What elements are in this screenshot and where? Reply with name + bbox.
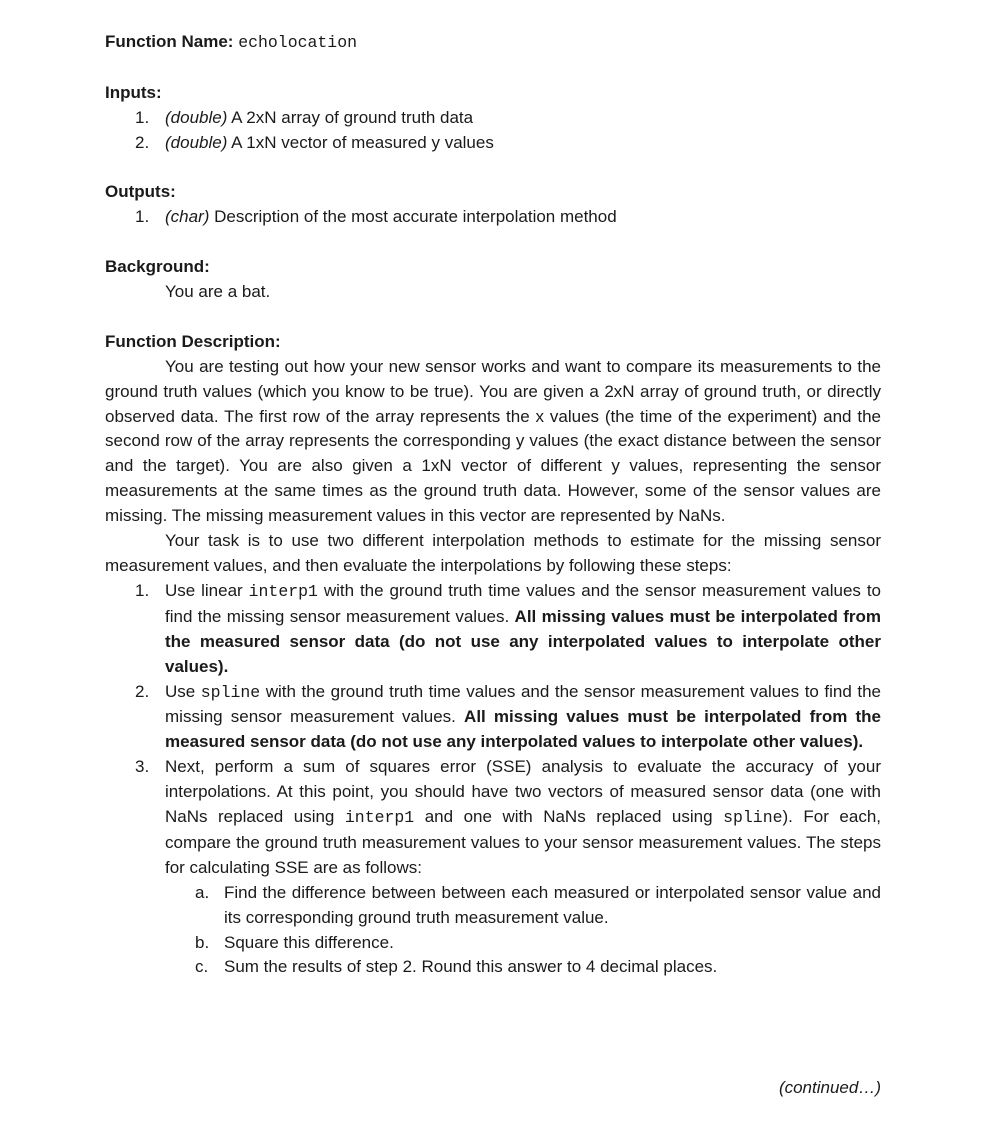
input-type: (double) <box>165 132 228 152</box>
code-snippet: interp1 <box>248 581 318 601</box>
input-text: A 2xN array of ground truth data <box>227 107 474 127</box>
step-item <box>105 755 881 980</box>
input-item <box>105 131 881 156</box>
list-number: 1. <box>135 580 150 600</box>
document-page <box>105 30 881 980</box>
step-text: ). For each, compare the ground truth measurement values to your sensor measurement values. The steps for calculating SSE are as follows: <box>165 807 882 877</box>
input-text: A 1xN vector of measured y values <box>227 132 494 152</box>
step-text: Next, perform a sum of squares error (SSE) analysis to evaluate the accuracy of your interpolations. At this point, you should have two vectors of measured sensor data (one with NaNs replaced using <box>165 757 881 827</box>
code-snippet: spline <box>723 808 783 828</box>
inputs-label: Inputs: <box>105 82 162 102</box>
outputs-label: Outputs: <box>105 182 176 202</box>
description-section <box>105 330 881 981</box>
step-text: with the ground truth time values and the sensor measurement values to find the missing sensor measurement values. <box>165 580 881 626</box>
code-snippet: interp1 <box>344 808 415 828</box>
step-text: Use linear <box>165 580 249 600</box>
substep-text: Sum the results of step 2. Round this answer to 4 decimal places. <box>224 957 718 977</box>
output-text: Description of the most accurate interpolation method <box>209 207 617 227</box>
continued-note: (continued…) <box>778 1078 881 1097</box>
inputs-list <box>105 106 881 156</box>
steps-list <box>105 579 881 981</box>
code-snippet: spline <box>200 682 261 702</box>
list-number: 3. <box>135 757 150 777</box>
step-text: with the ground truth time values and the sensor measurement values to find the missing sensor measurement values. <box>165 681 881 727</box>
step-item <box>105 579 881 680</box>
output-type: (char) <box>165 207 210 227</box>
list-number: 1. <box>135 207 150 227</box>
step-bold-text: All missing values must be interpolated from the measured sensor data (do not use any interpolated values to interpolate other values). <box>165 606 882 676</box>
step-text: Use <box>165 681 201 701</box>
input-type: (double) <box>165 107 228 127</box>
substeps-list <box>165 881 881 981</box>
list-number: 2. <box>135 132 150 152</box>
list-number: 2. <box>135 681 150 701</box>
description-label: Function Description: <box>105 331 281 351</box>
outputs-section <box>105 180 881 230</box>
step-text: and one with NaNs replaced using <box>414 807 724 827</box>
function-name-label: Function Name: <box>105 32 234 51</box>
step-item <box>105 680 881 756</box>
input-item <box>105 106 881 131</box>
list-number: 1. <box>135 107 150 127</box>
inputs-section <box>105 81 881 156</box>
list-letter: b. <box>195 932 210 952</box>
description-paragraph-1: You are testing out how your new sensor works and want to compare its measurements to the ground truth values (which you know to be true). You are given a 2xN array of ground truth, or directly observed data. The first row of the array represents the x values (the time of the experiment) and the second row of the array represents the corresponding y values (the exact distance between the sensor and the target). You are also given a 1xN vector of different y values, representing the sensor measurements at the same times as the ground truth data. However, some of the sensor values are missing. The missing measurement values in this vector are represented by NaNs. <box>105 356 881 526</box>
output-item <box>105 205 881 230</box>
background-section <box>105 255 881 305</box>
background-label: Background: <box>105 257 210 277</box>
substep-text: Find the difference between between each measured or interpolated sensor value and its corresponding ground truth measurement value. <box>224 882 881 927</box>
substep-item <box>165 881 881 931</box>
description-paragraph-2: Your task is to use two different interpolation methods to estimate for the missing sensor measurement values, and then evaluate the interpolations by following these steps: <box>105 531 881 575</box>
substep-item <box>165 931 881 956</box>
background-text: You are a bat. <box>165 282 271 302</box>
substep-item <box>165 955 881 980</box>
function-name-value: echolocation <box>238 33 358 52</box>
substep-text: Square this difference. <box>224 932 394 952</box>
outputs-list <box>105 205 881 230</box>
function-name-line <box>105 30 881 56</box>
list-letter: a. <box>195 882 210 902</box>
list-letter: c. <box>195 957 209 977</box>
step-bold-text: All missing values must be interpolated from the measured sensor data (do not use any interpolated values to interpolate other values). <box>165 707 881 752</box>
